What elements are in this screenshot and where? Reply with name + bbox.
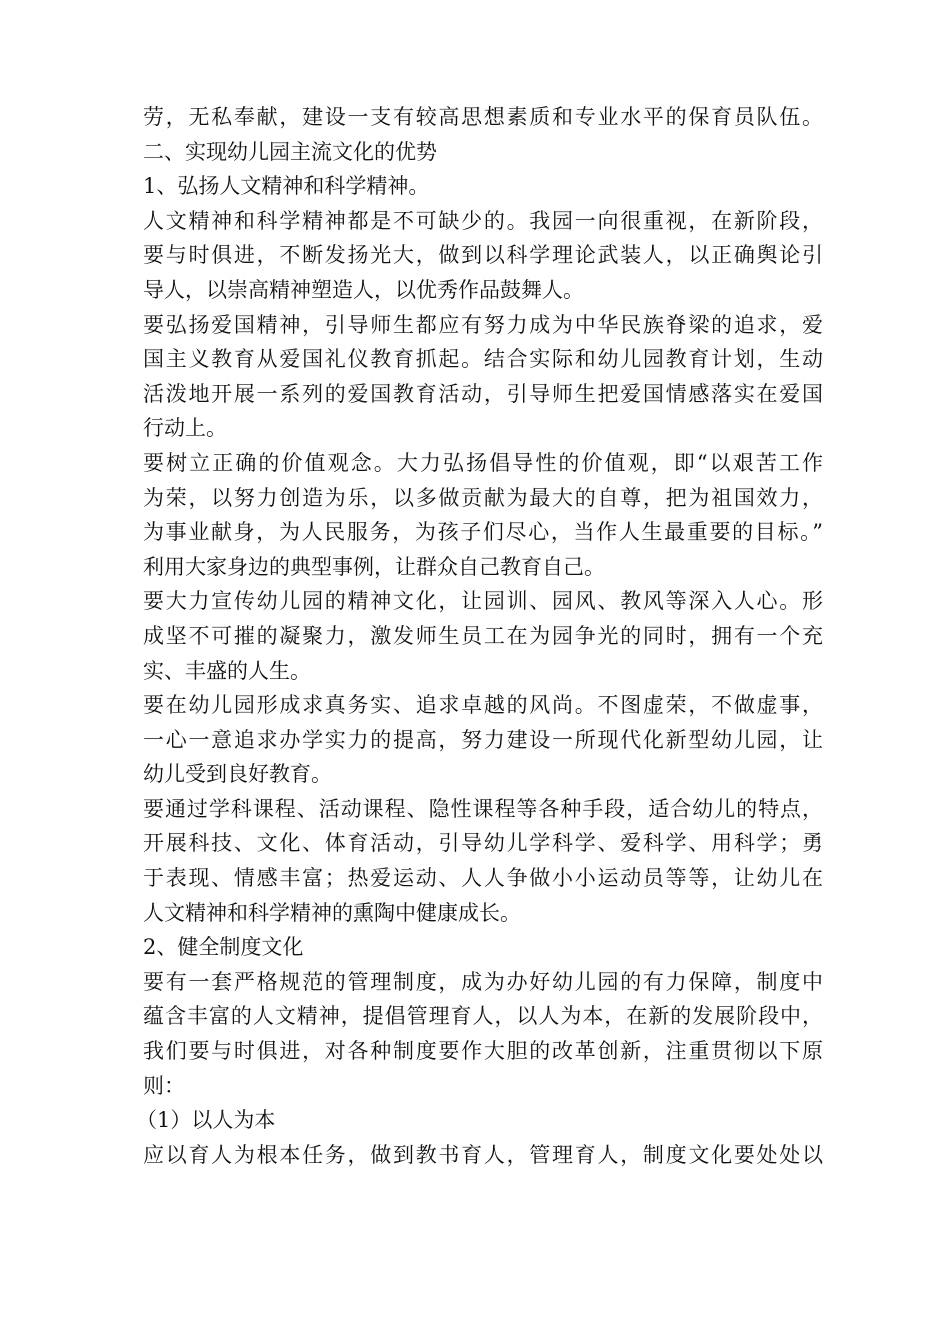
- document-body: [136, 100, 823, 1172]
- text-line: 实、丰盛的人生。: [143, 658, 311, 683]
- text-line: 应以育人为根本任务，做到教书育人，管理育人，制度文化要处处以: [143, 1142, 823, 1167]
- text-line: 要有一套严格规范的管理制度，成为办好幼儿园的有力保障，制度中: [143, 969, 823, 994]
- text-line: 活泼地开展一系列的爱国教育活动，引导师生把爱国情感落实在爱国: [143, 381, 823, 406]
- text-line: 国主义教育从爱国礼仪教育抓起。结合实际和幼儿园教育计划，生动: [143, 347, 823, 372]
- list-item-heading: （1）以人为本: [136, 1108, 276, 1133]
- text-line: 劳，无私奉献，建设一支有较高思想素质和专业水平的保育员队伍。: [143, 105, 823, 129]
- text-line: 要大力宣传幼儿园的精神文化，让园训、园风、教风等深入人心。形: [143, 589, 823, 614]
- text-line: 于表现、情感丰富；热爱运动、人人争做小小运动员等等，让幼儿在: [143, 866, 823, 891]
- text-line: 为荣，以努力创造为乐，以多做贡献为最大的自尊，把为祖国效力，: [143, 485, 823, 510]
- text-line: 要与时俱进，不断发扬光大，做到以科学理论武装人，以正确舆论引: [143, 243, 823, 268]
- text-line: 要弘扬爱国精神，引导师生都应有努力成为中华民族脊梁的追求，爱: [143, 312, 823, 337]
- text-line: 成坚不可摧的凝聚力，激发师生员工在为园争光的同时，拥有一个充: [143, 623, 823, 648]
- text-line: 导人，以崇高精神塑造人，以优秀作品鼓舞人。: [143, 277, 584, 302]
- text-line: 人文精神和科学精神的熏陶中健康成长。: [143, 900, 521, 925]
- text-line: 利用大家身边的典型事例，让群众自己教育自己。: [143, 554, 605, 579]
- text-line: 开展科技、文化、体育活动，引导幼儿学科学、爱科学、用科学；勇: [143, 831, 823, 856]
- text-line: 蕴含丰富的人文精神，提倡管理育人，以人为本，在新的发展阶段中，: [143, 1004, 823, 1029]
- text-line: 要在幼儿园形成求真务实、追求卓越的风尚。不图虚荣，不做虚事，: [143, 693, 823, 718]
- text-line: 则：: [143, 1073, 185, 1098]
- text-line: 要树立正确的价值观念。大力弘扬倡导性的价值观，即“以艰苦工作: [143, 450, 823, 475]
- text-line: 我们要与时俱进，对各种制度要作大胆的改革创新，注重贯彻以下原: [143, 1039, 823, 1064]
- subsection-heading: 2、健全制度文化: [143, 935, 304, 960]
- section-heading: 二、实现幼儿园主流文化的优势: [143, 139, 437, 164]
- text-line: 人文精神和科学精神都是不可缺少的。我园一向很重视，在新阶段，: [143, 208, 823, 233]
- text-line: 行动上。: [143, 416, 227, 441]
- text-line: 一心一意追求办学实力的提高，努力建设一所现代化新型幼儿园，让: [143, 727, 823, 752]
- text-line: 要通过学科课程、活动课程、隐性课程等各种手段，适合幼儿的特点，: [143, 796, 823, 821]
- text-line: 为事业献身，为人民服务，为孩子们尽心，当作人生最重要的目标。”: [143, 520, 823, 545]
- subsection-heading: 1、弘扬人文精神和科学精神。: [143, 174, 430, 199]
- text-line: 幼儿受到良好教育。: [143, 762, 332, 787]
